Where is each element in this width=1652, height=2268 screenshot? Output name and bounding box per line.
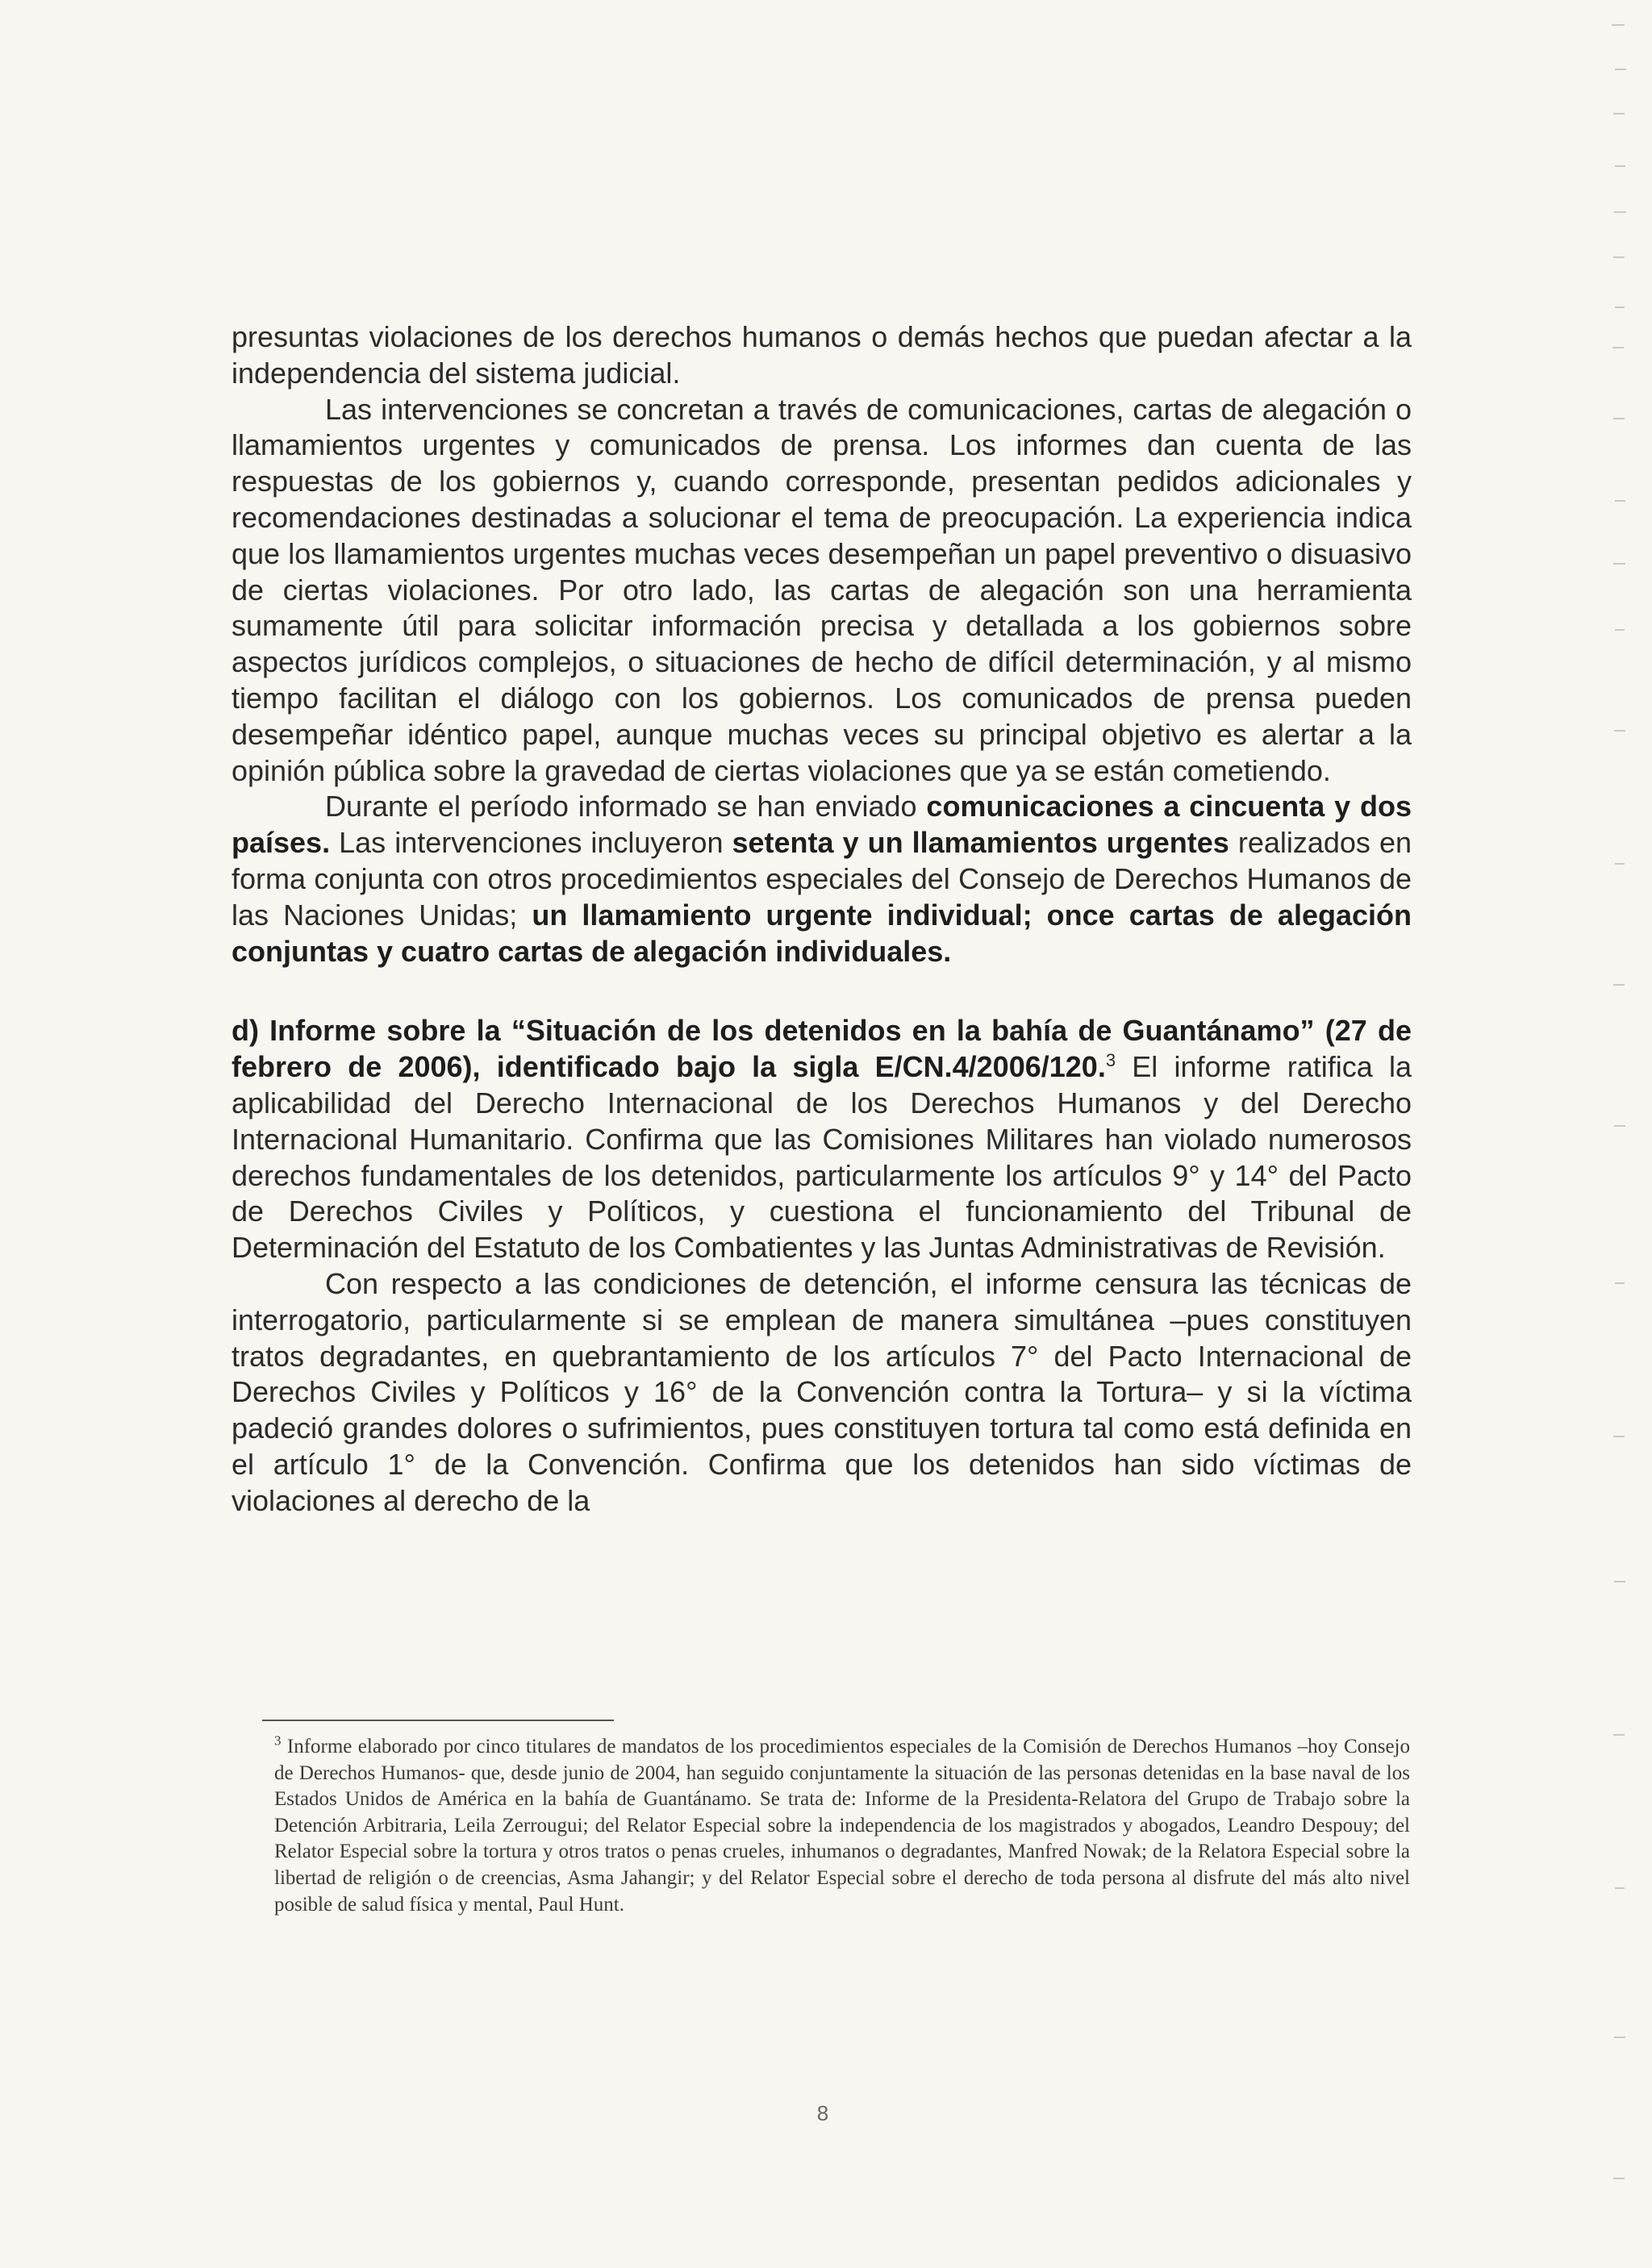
bold-span: un llamamiento urgente individual; once cartas de alegación conjuntas y cuatro cartas de alegación individuales. xyxy=(232,898,1412,968)
edge-mark xyxy=(1613,1436,1625,1437)
edge-mark xyxy=(1613,256,1625,258)
footnote-separator xyxy=(262,1720,614,1721)
edge-mark xyxy=(1613,563,1625,565)
edge-mark xyxy=(1615,306,1625,308)
edge-mark xyxy=(1613,113,1625,115)
bold-span: setenta y un llamamientos urgentes xyxy=(732,826,1229,860)
edge-mark xyxy=(1614,1581,1625,1582)
edge-mark xyxy=(1615,69,1626,70)
paragraph-communications xyxy=(232,789,1412,969)
edge-mark xyxy=(1615,1887,1625,1889)
edge-mark xyxy=(1614,2037,1625,2038)
footnote xyxy=(274,1734,1410,1918)
footnote-paragraph xyxy=(274,1734,1410,1918)
paragraph-guantanamo-report xyxy=(232,1013,1412,1266)
page-number: 8 xyxy=(816,2101,829,2125)
edge-mark xyxy=(1613,2178,1625,2179)
section-heading: d) Informe sobre la “Situación de los detenidos en la bahía de Guantánamo” (27 de febrero de 2006), identificado bajo la sigla E/CN.4/2006/120. xyxy=(232,1014,1412,1084)
footnote-reference[interactable]: 3 xyxy=(1105,1050,1116,1071)
paragraph-continuation: presuntas violaciones de los derechos humanos o demás hechos que puedan afectar a la independencia del sistema judicial. xyxy=(232,320,1412,390)
paragraph-interventions: Las intervenciones se concretan a través de comunicaciones, cartas de alegación o llamamientos urgentes y comunicados de prensa. Los informes dan cuenta de las respuestas de los gobiernos y, cuando corresponde, presentan pedidos adicionales y recomendaciones destinadas a solucionar el tema de preocupación. La experiencia indica que los llamamientos urgentes muchas veces desempeñan un papel preventivo o disuasivo de ciertas violaciones. Por otro lado, las cartas de alegación son una herramienta sumamente útil para solicitar información precisa y detallada a los gobiernos sobre aspectos jurídicos complejos, o situaciones de hecho de difícil determinación, y al mismo tiempo facilitan el diálogo con los gobiernos. Los comunicados de prensa pueden desempeñar idéntico papel, aunque muchas veces su principal objetivo es alertar a la opinión pública sobre la gravedad de ciertas violaciones que ya se están cometiendo. xyxy=(232,392,1412,787)
text-span: Durante el período informado se han enviado xyxy=(325,790,927,823)
paragraph-detention-conditions: Con respecto a las condiciones de detención, el informe censura las técnicas de interrogatorio, particularmente si se emplean de manera simultánea –pues constituyen tratos degradantes, en quebrantamiento de los artículos 7° del Pacto Internacional de Derechos Civiles y Políticos y 16° de la Convención contra la Tortura– y si la víctima padeció grandes dolores o sufrimientos, pues constituyen tortura tal como está definida en el artículo 1° de la Convención. Confirma que los detenidos han sido víctimas de violaciones al derecho de la xyxy=(232,1266,1412,1517)
edge-mark xyxy=(1613,1734,1625,1736)
edge-mark xyxy=(1614,1125,1625,1127)
footnote-number: 3 xyxy=(274,1732,282,1749)
paragraph-gap xyxy=(232,969,1412,1013)
edge-mark xyxy=(1615,165,1625,167)
edge-mark xyxy=(1615,1282,1625,1284)
edge-mark xyxy=(1612,24,1625,26)
bold-span: comunicaciones a cincuenta y dos países. xyxy=(232,790,1412,860)
footnote-text: Informe elaborado por cinco titulares de mandatos de los procedimientos especiales de la Comisión de Derechos Humanos –hoy Consejo de Derechos Humanos- que, desde junio de 2004, han seguido conjuntamente la situación de las personas detenidas en la base naval de los Estados Unidos de América en la bahía de Guantánamo. Se trata de: Informe de la Presidenta-Relatora del Grupo de Trabajo sobre la Detención Arbitraria, Leila Zerrougui; del Relator Especial sobre la independencia de los magistrados y abogados, Leandro Despouy; del Relator Especial sobre la tortura y otros tratos o penas crueles, inhumanos o degradantes, Manfred Nowak; de la Relatora Especial sobre la libertad de religión o de creencias, Asma Jahangir; y del Relator Especial sobre el derecho de toda persona al disfrute del más alto nivel posible de salud física y mental, Paul Hunt. xyxy=(274,1736,1411,1916)
edge-mark xyxy=(1613,418,1625,419)
edge-mark xyxy=(1614,730,1625,732)
edge-mark xyxy=(1612,347,1624,348)
edge-mark xyxy=(1614,211,1626,213)
text-span: realizados en forma conjunta con otros procedimientos especiales del Consejo de Derechos Humanos de las Naciones Unidas; xyxy=(232,826,1412,932)
text-span: Las intervenciones incluyeron xyxy=(330,826,732,860)
edge-mark xyxy=(1615,500,1625,502)
edge-mark xyxy=(1615,629,1625,631)
edge-mark xyxy=(1613,984,1625,986)
scan-edge-marks xyxy=(1555,0,1652,2268)
text-span: El informe ratifica la aplicabilidad del Derecho Internacional de los Derechos Humanos y del Derecho Internacional Humanitario. Confirma que las Comisiones Militares han violado numerosos derechos fundamentales de los detenidos, particularmente los artículos 9° y 14° del Pacto de Derechos Civiles y Políticos, y cuestiona el funcionamiento del Tribunal de Determinación del Estatuto de los Combatientes y las Juntas Administrativas de Revisión. xyxy=(232,1050,1412,1265)
edge-mark xyxy=(1615,863,1625,865)
body-text xyxy=(232,319,1412,1520)
